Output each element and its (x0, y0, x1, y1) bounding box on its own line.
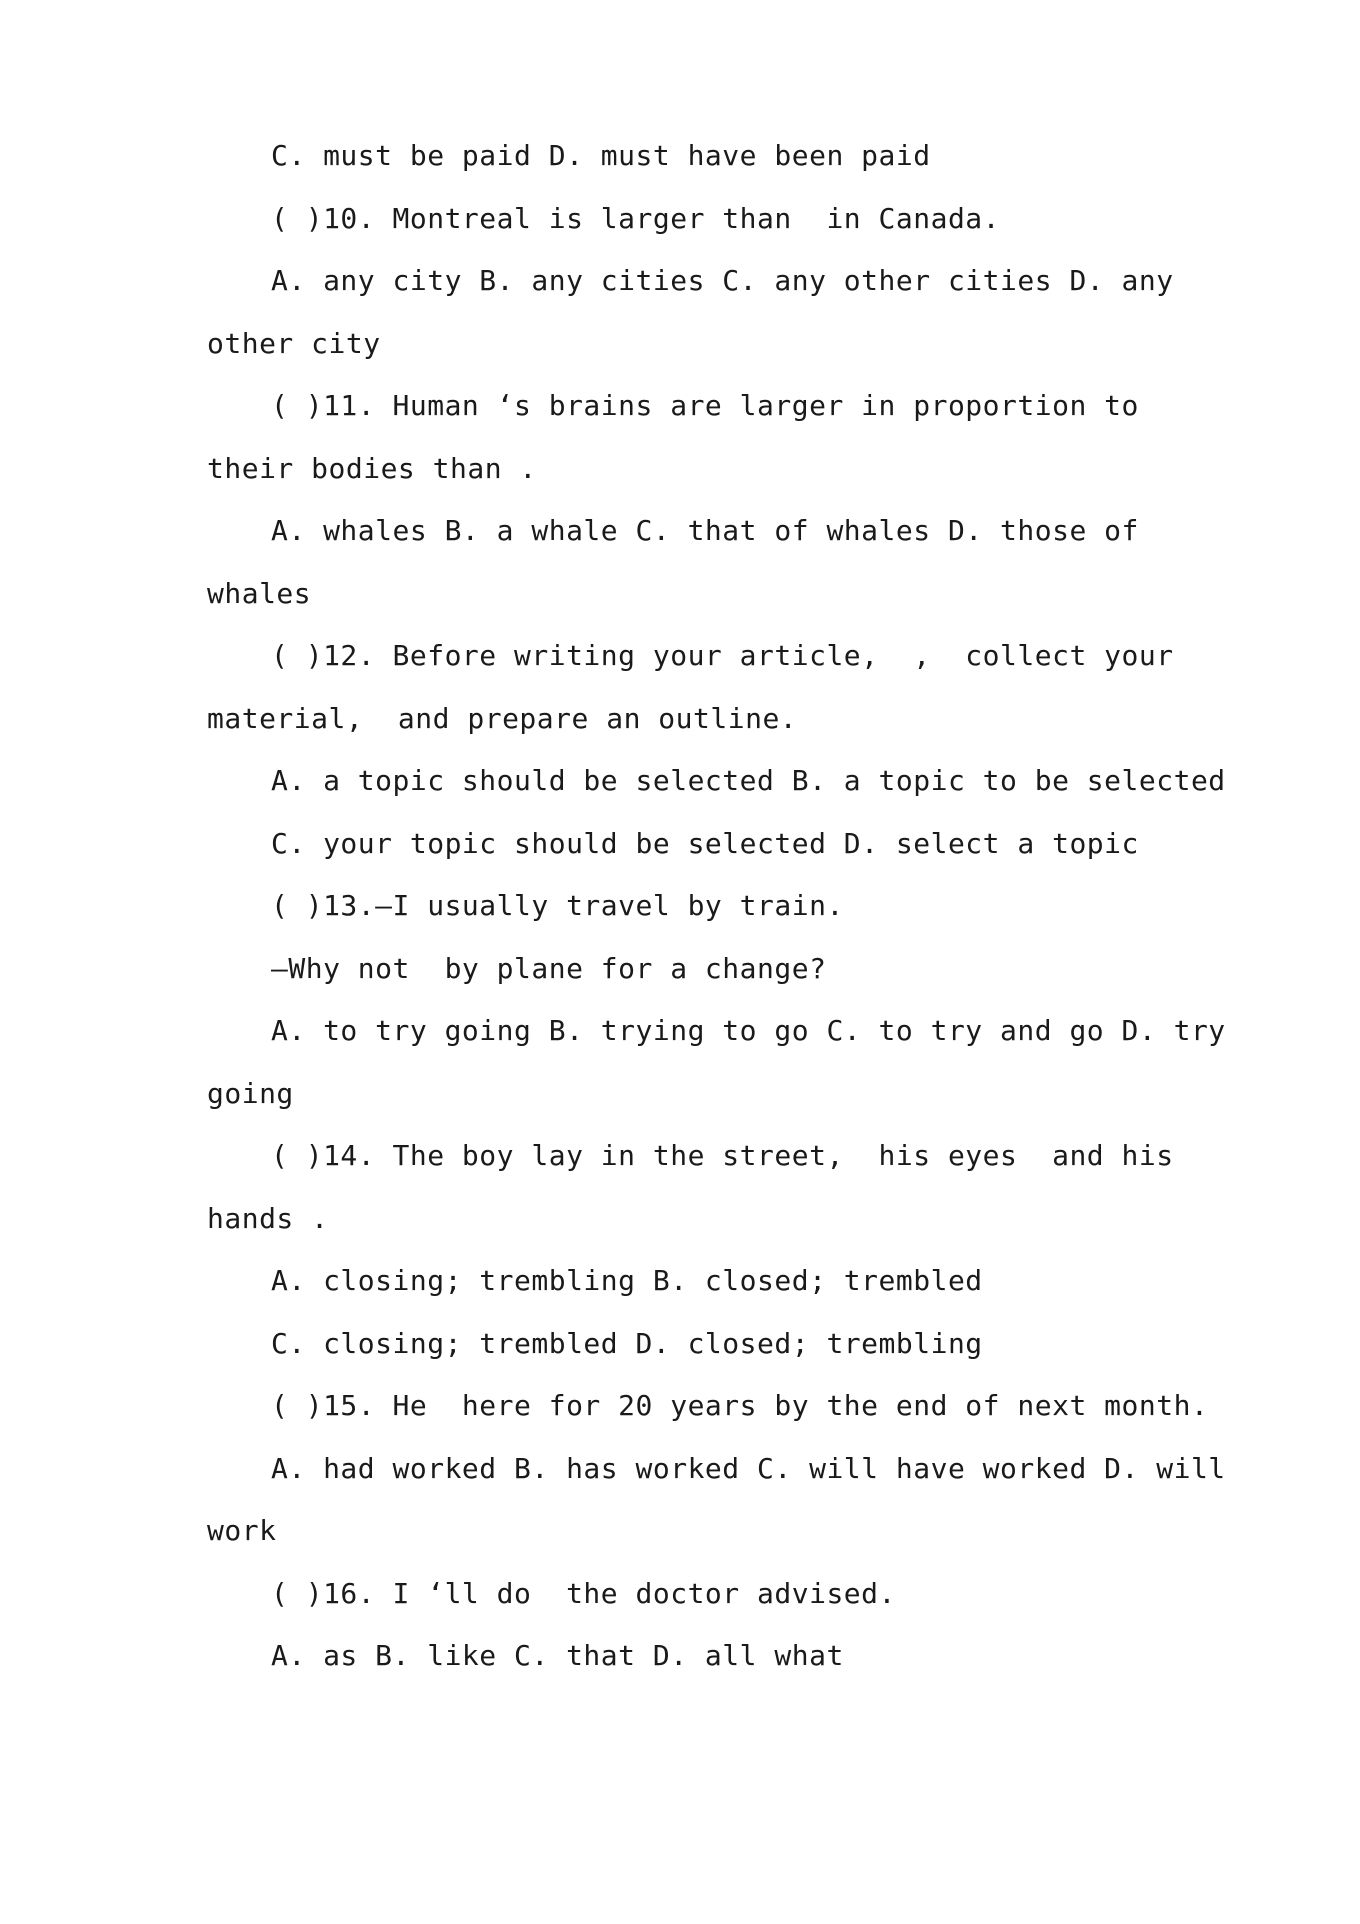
question-14-continued: hands . (207, 1201, 329, 1235)
question-13: ( )13.—I usually travel by train. (271, 889, 844, 922)
question-11: ( )11. Human ‘s brains are larger in proportion to (271, 389, 1139, 422)
question-text-block (207, 125, 1226, 1688)
question-16: ( )16. I ‘ll do the doctor advised. (271, 1576, 896, 1610)
options-q15-continued: work (207, 1514, 277, 1547)
question-13-reply: —Why not by plane for a change? (271, 951, 827, 985)
question-15: ( )15. He here for 20 years by the end of next month. (271, 1389, 1209, 1422)
options-q12-ab: A. a topic should be selected B. a topic to be selected (271, 764, 1226, 797)
options-q14-cd: C. closing; trembled D. closed; trembling (271, 1326, 983, 1360)
options-q10: A. any city B. any cities C. any other cities D. any (271, 264, 1174, 297)
question-12-continued: material, and prepare an outline. (207, 701, 798, 735)
options-q14-ab: A. closing; trembling B. closed; trembled (271, 1264, 983, 1297)
options-q13-continued: going (207, 1076, 294, 1110)
options-q11: A. whales B. a whale C. that of whales D. those of (271, 514, 1139, 547)
options-q15: A. had worked B. has worked C. will have worked D. will (271, 1451, 1226, 1485)
question-11-continued: their bodies than . (207, 451, 537, 485)
options-q16: A. as B. like C. that D. all what (271, 1639, 844, 1672)
option-line-q9-cd: C. must be paid D. must have been paid (271, 139, 931, 172)
question-10: ( )10. Montreal is larger than in Canada. (271, 201, 1001, 235)
options-q12-cd: C. your topic should be selected D. select a topic (271, 826, 1139, 860)
options-q10-continued: other city (207, 326, 381, 360)
options-q11-continued: whales (207, 576, 312, 610)
options-q13: A. to try going B. trying to go C. to try and go D. try (271, 1014, 1226, 1047)
question-12: ( )12. Before writing your article, , collect your (271, 639, 1174, 672)
question-14: ( )14. The boy lay in the street, his eyes and his (271, 1139, 1174, 1172)
